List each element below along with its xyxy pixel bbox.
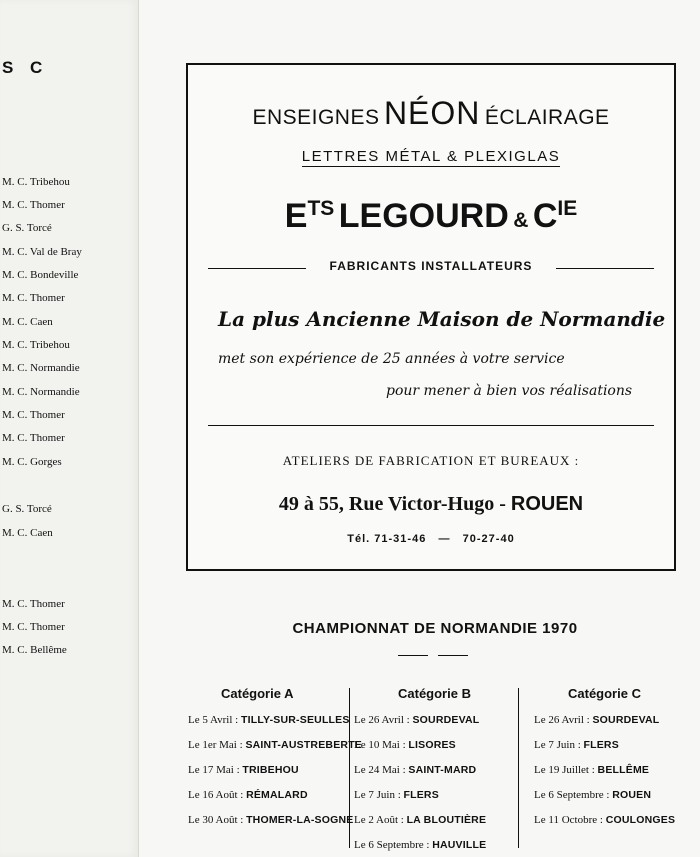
race-place: THOMER-LA-SOGNE [246, 814, 354, 826]
ad-headline-eclairage: ÉCLAIRAGE [484, 106, 610, 129]
race-place: TRIBEHOU [242, 764, 299, 776]
race-place: FLERS [583, 739, 619, 751]
ad-script-tagline: La plus Ancienne Maison de Normandie [218, 307, 666, 331]
race-place: TILLY-SUR-SEULLES [240, 714, 350, 726]
left-page-club-item: M. C. Tribehou [2, 339, 70, 351]
category-heading: Catégorie A [221, 686, 294, 701]
race-place: ROUEN [612, 789, 652, 801]
race-date: Le 24 Mai : [354, 764, 409, 776]
ad-city: ROUEN [510, 493, 584, 515]
race-entry [188, 739, 362, 751]
race-entry [354, 739, 456, 751]
left-page-club-item: M. C. Caen [2, 316, 53, 328]
race-date: Le 6 Septembre : [534, 789, 613, 801]
company-amp: & [513, 209, 529, 232]
race-date: Le 7 Juin : [534, 739, 584, 751]
left-page-club-item: M. C. Thomer [2, 409, 65, 421]
ad-script-experience: met son expérience de 25 années à votre service [218, 351, 565, 367]
left-page-club-item: M. C. Gorges [2, 456, 62, 468]
left-page-club-item: M. C. Normandie [2, 362, 80, 374]
ad-telephone: Tél. 71-31-46 — 70-27-40 [347, 533, 515, 545]
race-place: FLERS [403, 789, 439, 801]
race-date: Le 10 Mai : [354, 739, 409, 751]
ad-address [188, 493, 674, 516]
ornament-line-right [438, 655, 468, 656]
left-page-club-item: M. C. Thomer [2, 621, 65, 633]
race-entry [354, 714, 479, 726]
championship-title: CHAMPIONNAT DE NORMANDIE 1970 [292, 620, 578, 637]
race-place: LA BLOUTIÈRE [406, 814, 487, 826]
left-page-club-item: M. C. Thomer [2, 199, 65, 211]
company-e: E [284, 197, 308, 235]
race-entry [354, 839, 486, 851]
ad-products-text: LETTRES MÉTAL & PLEXIGLAS [301, 148, 561, 165]
ornament-line-left [398, 655, 428, 656]
race-entry [188, 714, 350, 726]
race-date: Le 17 Mai : [188, 764, 243, 776]
race-date: Le 5 Avril : [188, 714, 241, 726]
advertisement-box [186, 63, 676, 571]
race-date: Le 7 Juin : [354, 789, 404, 801]
race-place: SAINT-MARD [408, 764, 477, 776]
category-heading: Catégorie C [568, 686, 641, 701]
race-date: Le 2 Août : [354, 814, 407, 826]
race-entry [354, 764, 476, 776]
race-entry [188, 814, 353, 826]
left-page-club-item: M. C. Bellême [2, 644, 67, 656]
race-entry [534, 714, 659, 726]
ad-headline-enseignes: ENSEIGNES [252, 106, 380, 129]
race-place: LISORES [408, 739, 456, 751]
ad-company-name [188, 197, 674, 236]
ad-ateliers: ATELIERS DE FABRICATION ET BUREAUX : [282, 453, 580, 468]
left-page-heading: S C [2, 58, 49, 77]
race-date: Le 1er Mai : [188, 739, 246, 751]
ad-divider [208, 425, 654, 426]
left-page-club-item: M. C. Thomer [2, 432, 65, 444]
ad-products-line [188, 148, 674, 167]
left-page-club-item: M. C. Normandie [2, 386, 80, 398]
left-page-club-item: M. C. Thomer [2, 292, 65, 304]
ad-street: 49 à 55, Rue Victor-Hugo - [278, 493, 506, 515]
left-page-club-item: M. C. Bondeville [2, 269, 79, 281]
ad-subtitle: FABRICANTS INSTALLATEURS [329, 259, 533, 273]
race-place: BELLÊME [597, 764, 650, 776]
race-entry [534, 814, 675, 826]
race-place: RÉMALARD [246, 789, 308, 801]
column-separator-2 [518, 688, 519, 848]
left-page-club-item: G. S. Torcé [2, 503, 52, 515]
race-entry [188, 789, 308, 801]
ad-headline-neon: NÉON [383, 95, 481, 131]
company-sup2: IE [557, 197, 578, 220]
left-page-club-item: M. C. Caen [2, 527, 53, 539]
race-place: SOURDEVAL [412, 714, 480, 726]
race-place: HAUVILLE [432, 839, 487, 851]
race-date: Le 26 Avril : [354, 714, 413, 726]
race-date: Le 30 Août : [188, 814, 247, 826]
left-page-club-item: M. C. Thomer [2, 598, 65, 610]
left-page-club-item: M. C. Val de Bray [2, 246, 82, 258]
race-place: SOURDEVAL [592, 714, 660, 726]
race-place: COULONGES [605, 814, 676, 826]
left-facing-page [0, 0, 139, 857]
race-place: SAINT-AUSTREBERTE [245, 739, 363, 751]
race-date: Le 6 Septembre : [354, 839, 433, 851]
race-date: Le 11 Octobre : [534, 814, 606, 826]
left-page-club-item: M. C. Tribehou [2, 176, 70, 188]
ad-headline [188, 95, 674, 132]
race-date: Le 16 Août : [188, 789, 247, 801]
race-entry [534, 739, 619, 751]
company-legourd: LEGOURD [338, 197, 509, 235]
left-page-club-item: G. S. Torcé [2, 222, 52, 234]
race-entry [534, 764, 649, 776]
ornament-divider [398, 655, 468, 657]
ad-script-realisations: pour mener à bien vos réalisations [386, 383, 633, 399]
race-entry [534, 789, 651, 801]
race-entry [354, 789, 439, 801]
race-entry [188, 764, 299, 776]
category-heading: Catégorie B [398, 686, 471, 701]
company-c: C [532, 197, 558, 235]
race-entry [354, 814, 486, 826]
company-sup: TS [307, 197, 335, 220]
race-date: Le 19 Juillet : [534, 764, 598, 776]
race-date: Le 26 Avril : [534, 714, 593, 726]
